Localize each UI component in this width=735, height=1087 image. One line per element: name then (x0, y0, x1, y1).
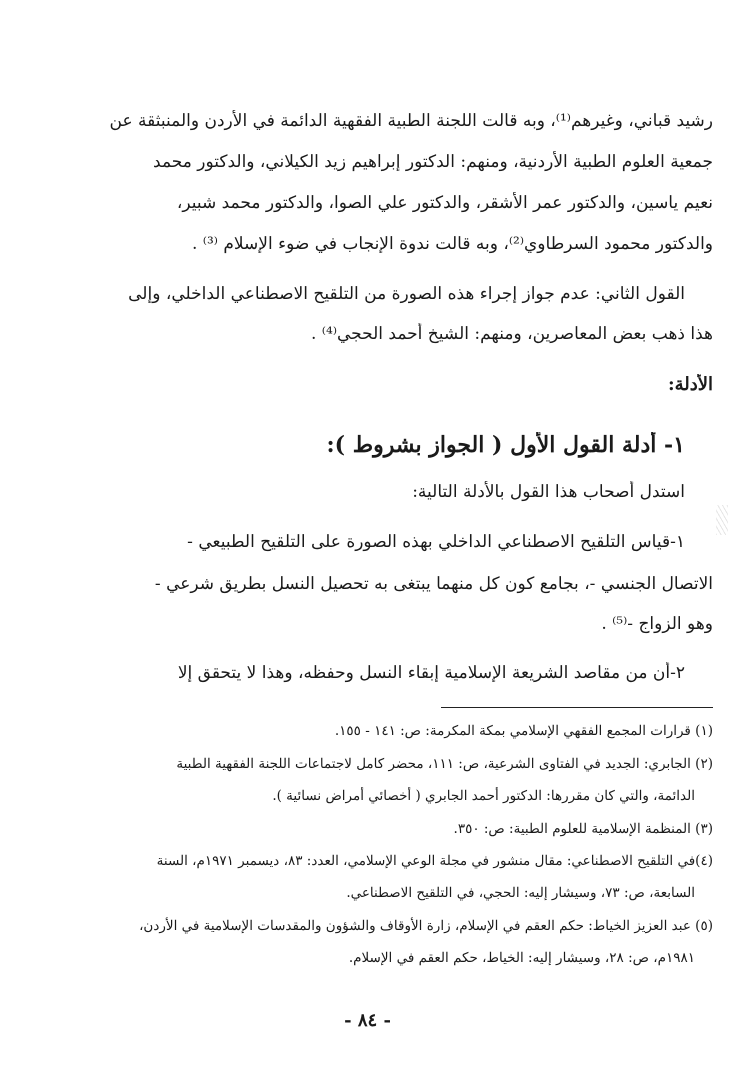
paragraph-1-line-4: والدكتور محمود السرطاوي⁽²⁾، وبه قالت ندوة الإنجاب في ضوء الإسلام ⁽³⁾ . (191, 234, 713, 254)
paragraph-1-line-3: نعيم ياسين، والدكتور عمر الأشقر، والدكتور علي الصوا، والدكتور محمد شبير، (176, 193, 713, 213)
page-number: - ٨٤ - (344, 1010, 391, 1031)
point-2-line-1: ٢-أن من مقاصد الشريعة الإسلامية إبقاء النسل وحفظه، وهذا لا يتحقق إلا (177, 663, 685, 683)
evidence-label: الأدلة: (667, 374, 713, 395)
footnote-5-line-1: (٥) عبد العزيز الخياط: حكم العقم في الإسلام، زارة الأوقاف والشؤون والمقدسات الإسلامية في الأردن، (139, 918, 713, 934)
footnote-5-line-2: ١٩٨١م، ص: ٢٨، وسيشار إليه: الخياط، حكم العقم في الإسلام. (348, 950, 695, 966)
point-1-line-1: ١-قياس التلقيح الاصطناعي الداخلي بهذه الصورة على التلقيح الطبيعي - (187, 532, 685, 552)
point-1-line-2: الاتصال الجنسي -، بجامع كون كل منهما يبتغى به تحصيل النسل بطريق شرعي - (154, 574, 713, 594)
footnote-4-line-1: (٤)في التلقيح الاصطناعي: مقال منشور في مجلة الوعي الإسلامي، العدد: ٨٣، ديسمبر ١٩٧١م، السنة (156, 853, 713, 869)
paragraph-1-line-1: رشيد قباني، وغيرهم⁽¹⁾، وبه قالت اللجنة الطبية الفقهية الدائمة في الأردن والمنبثقة عن (109, 111, 713, 131)
point-1-line-3: وهو الزواج -⁽⁵⁾ . (601, 614, 713, 634)
paragraph-1-line-2: جمعية العلوم الطبية الأردنية، ومنهم: الدكتور إبراهيم زيد الكيلاني، والدكتور محمد (153, 152, 713, 172)
intro-line: استدل أصحاب هذا القول بالأدلة التالية: (412, 482, 685, 502)
footnote-2-line-1: (٢) الجابري: الجديد في الفتاوى الشرعية، ص: ١١١، محضر كامل لاجتماعات اللجنة الفقهية الطبية (176, 756, 713, 772)
footnote-separator (441, 707, 713, 708)
footnote-2-line-2: الدائمة، والتي كان مقررها: الدكتور أحمد الجابري ( أخصائي أمراض نسائية ). (272, 788, 695, 804)
footnote-1: (١) قرارات المجمع الفقهي الإسلامي بمكة المكرمة: ص: ١٤١ - ١٥٥. (334, 723, 713, 739)
scan-speck (716, 505, 728, 535)
footnote-3: (٣) المنظمة الإسلامية للعلوم الطبية: ص: ٣٥٠. (453, 821, 713, 837)
footnote-4-line-2: السابعة، ص: ٧٣، وسيشار إليه: الحجي، في التلقيح الاصطناعي. (346, 885, 695, 901)
paragraph-2-line-2: هذا ذهب بعض المعاصرين، ومنهم: الشيخ أحمد الحجي⁽⁴⁾ . (311, 324, 713, 344)
paragraph-2-line-1: القول الثاني: عدم جواز إجراء هذه الصورة من التلقيح الاصطناعي الداخلي، وإلى (128, 284, 685, 304)
section-heading: ١- أدلة القول الأول ( الجواز بشروط ): (326, 432, 685, 458)
